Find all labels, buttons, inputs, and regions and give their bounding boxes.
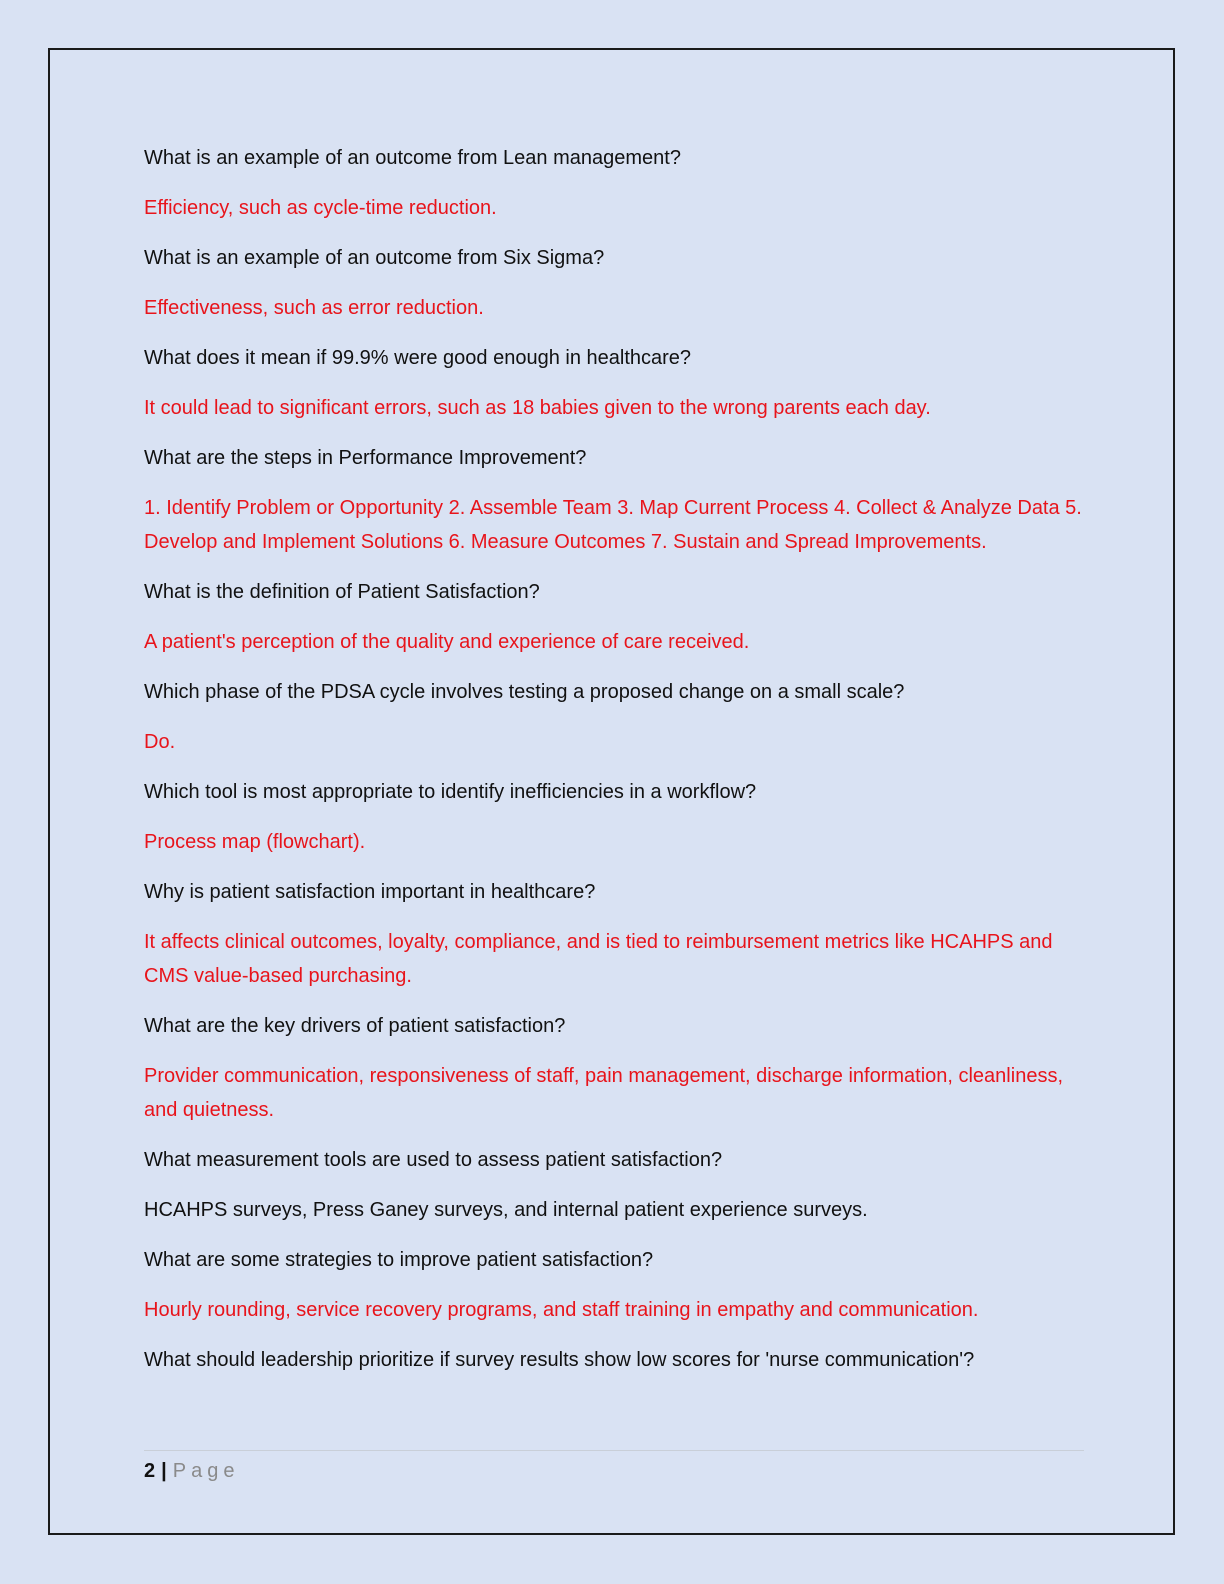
answer-line: HCAHPS surveys, Press Ganey surveys, and internal patient experience surveys. xyxy=(144,1199,868,1221)
answer-line: A patient's perception of the quality and experience of care received. xyxy=(144,631,750,653)
answer-line: Effectiveness, such as error reduction. xyxy=(144,297,484,319)
answer-line: Do. xyxy=(144,731,176,753)
question-line: Why is patient satisfaction important in healthcare? xyxy=(144,881,596,903)
document-body xyxy=(144,141,1084,1393)
question-line: What are some strategies to improve patient satisfaction? xyxy=(144,1249,654,1271)
question-line: What measurement tools are used to assess patient satisfaction? xyxy=(144,1149,723,1171)
question-line: What is the definition of Patient Satisfaction? xyxy=(144,581,540,603)
footer-separator: | xyxy=(161,1460,167,1482)
question-line: What are the steps in Performance Improvement? xyxy=(144,447,587,469)
question-line: What should leadership prioritize if survey results show low scores for 'nurse communication'? xyxy=(144,1349,975,1371)
answer-line: 1. Identify Problem or Opportunity 2. Assemble Team 3. Map Current Process 4. Collect & Analyze Data 5. Develop and Implement Solutions 6. Measure Outcomes 7. Sustain and Spread Improvements. xyxy=(144,497,1082,553)
question-line: What is an example of an outcome from Lean management? xyxy=(144,147,681,169)
answer-line: Efficiency, such as cycle-time reduction. xyxy=(144,197,497,219)
question-line: What does it mean if 99.9% were good enough in healthcare? xyxy=(144,347,692,369)
question-line: What is an example of an outcome from Six Sigma? xyxy=(144,247,605,269)
answer-line: Process map (flowchart). xyxy=(144,831,366,853)
page-number: 2 xyxy=(144,1460,156,1482)
question-line: What are the key drivers of patient satisfaction? xyxy=(144,1015,566,1037)
question-line: Which tool is most appropriate to identify inefficiencies in a workflow? xyxy=(144,781,757,803)
page-footer xyxy=(144,1456,239,1486)
page-label: Page xyxy=(172,1460,240,1482)
answer-line: It could lead to significant errors, such as 18 babies given to the wrong parents each day. xyxy=(144,397,931,419)
question-line: Which phase of the PDSA cycle involves testing a proposed change on a small scale? xyxy=(144,681,905,703)
answer-line: Hourly rounding, service recovery programs, and staff training in empathy and communication. xyxy=(144,1299,979,1321)
answer-line: It affects clinical outcomes, loyalty, compliance, and is tied to reimbursement metrics like HCAHPS and CMS value-based purchasing. xyxy=(144,931,1053,987)
footer-divider xyxy=(144,1450,1084,1451)
answer-line: Provider communication, responsiveness of staff, pain management, discharge information, cleanliness, and quietness. xyxy=(144,1065,1063,1121)
